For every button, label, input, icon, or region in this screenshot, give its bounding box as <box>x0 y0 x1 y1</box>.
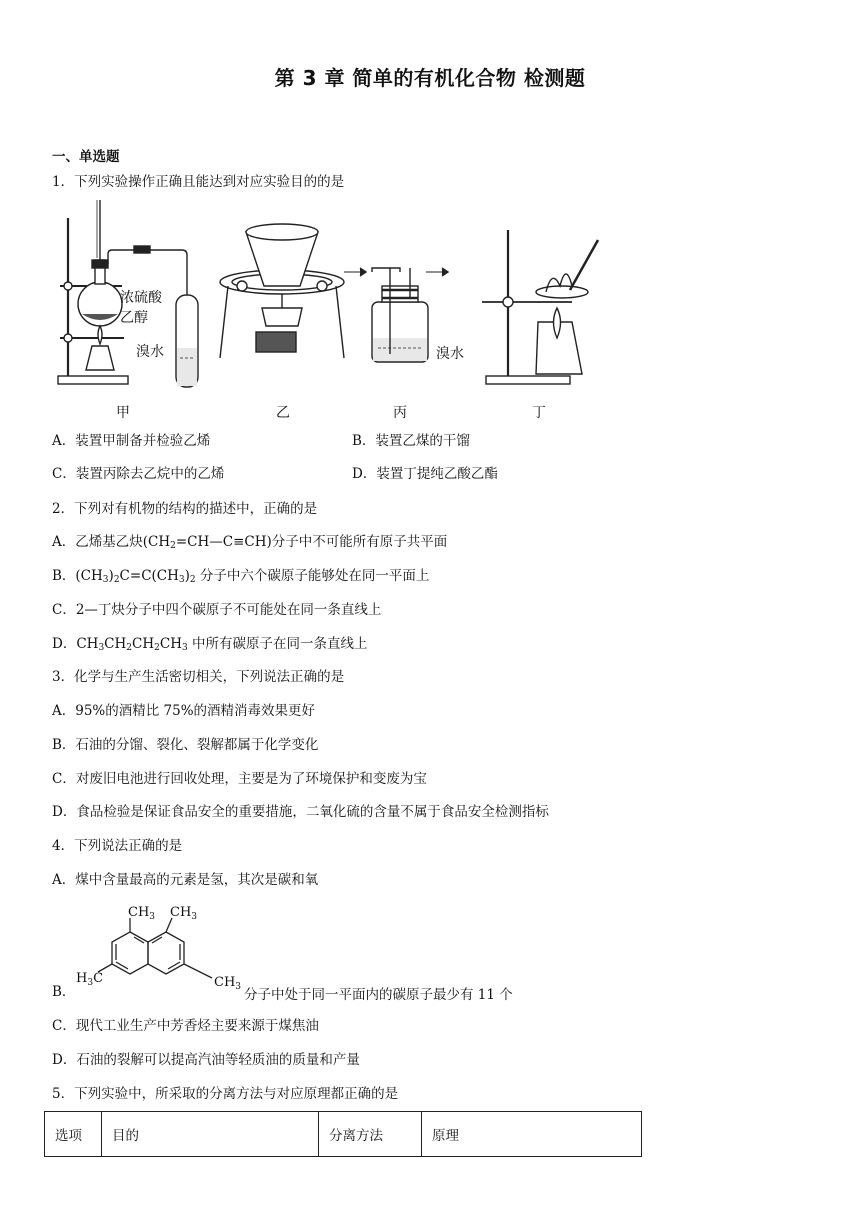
question-3-stem: 3．化学与生产生活密切相关，下列说法正确的是 <box>52 669 345 685</box>
q3-option-b: B．石油的分馏、裂化、裂解都属于化学变化 <box>52 737 319 753</box>
q2-option-b: B．$(CH_3)_2C=C(CH_3)_2$ 分子中六个碳原子能够处在同一平面上 <box>52 568 430 585</box>
q2-option-a: A．乙烯基乙炔$(CH_2=CH—C\equiv CH)$分子中不可能所有原子共平面 <box>52 534 448 551</box>
page-title: 第 3 章 简单的有机化合物 检测题 <box>274 66 586 90</box>
q1-option-b: B．装置乙煤的干馏 <box>352 433 470 449</box>
methyl-label-1: $CH_3$ <box>128 905 156 922</box>
figure-label-yi: 乙 <box>276 405 290 421</box>
q1-option-a: A．装置甲制备并检验乙烯 <box>52 433 211 449</box>
fig-label-acid: 浓硫酸 <box>120 290 162 306</box>
figure-label-jia: 甲 <box>116 405 130 421</box>
apparatus-figure <box>52 198 612 426</box>
methyl-label-2: $CH_3$ <box>170 905 198 922</box>
question-2-stem: 2．下列对有机物的结构的描述中，正确的是 <box>52 501 318 517</box>
dimethylbiphenyl-structure <box>74 902 244 998</box>
q3-option-c: C．对废旧电池进行回收处理，主要是为了环境保护和变废为宝 <box>52 771 427 787</box>
q1-option-d: D．装置丁提纯乙酸乙酯 <box>352 466 498 482</box>
question-4-stem: 4．下列说法正确的是 <box>52 838 183 854</box>
methyl-label-3: $H_3C$ <box>76 971 104 988</box>
table-header-row <box>45 1112 642 1157</box>
apparatus-ding <box>482 230 598 384</box>
q2-option-c: C．2—丁炔分子中四个碳原子不可能处在同一条直线上 <box>52 602 382 618</box>
figure-label-ding: 丁 <box>532 405 546 421</box>
q3-option-d: D．食品检验是保证食品安全的重要措施，二氧化硫的含量不属于食品安全检测指标 <box>52 804 549 820</box>
q1-option-c: C．装置丙除去乙烷中的乙烯 <box>52 466 225 482</box>
q4-option-d: D．石油的裂解可以提高汽油等轻质油的质量和产量 <box>52 1052 360 1068</box>
methyl-label-4: $CH_3$ <box>214 975 242 992</box>
q4-option-b-label: B． <box>52 984 76 1000</box>
table-header-cell: 原理 <box>422 1112 642 1157</box>
figure-label-bing: 丙 <box>393 405 407 421</box>
q4-option-a: A．煤中含量最高的元素是氢，其次是碳和氧 <box>52 872 319 888</box>
apparatus-yi <box>220 224 344 358</box>
table-header-cell: 目的 <box>102 1112 319 1157</box>
q4-option-c: C．现代工业生产中芳香烃主要来源于煤焦油 <box>52 1018 319 1034</box>
table-header-cell: 分离方法 <box>319 1112 422 1157</box>
apparatus-jia <box>58 200 198 387</box>
section-heading: 一、单选题 <box>52 149 120 165</box>
table-header-cell: 选项 <box>45 1112 102 1157</box>
apparatus-bing <box>344 268 464 362</box>
fig-label-bromine-water-a: 溴水 <box>136 344 164 360</box>
q4-option-b-text: 分子中处于同一平面内的碳原子最少有 11 个 <box>244 987 513 1003</box>
fig-label-bromine-water-c: 溴水 <box>436 346 464 362</box>
q3-option-a: A．95%的酒精比 75%的酒精消毒效果更好 <box>52 703 316 719</box>
question-1-stem: 1．下列实验操作正确且能达到对应实验目的的是 <box>52 174 345 190</box>
fig-label-ethanol: 乙醇 <box>120 310 148 326</box>
separation-methods-table <box>44 1111 642 1157</box>
question-5-stem: 5．下列实验中，所采取的分离方法与对应原理都正确的是 <box>52 1086 399 1102</box>
q2-option-d: D．$CH_3CH_2CH_2CH_3$ 中所有碳原子在同一条直线上 <box>52 636 368 653</box>
